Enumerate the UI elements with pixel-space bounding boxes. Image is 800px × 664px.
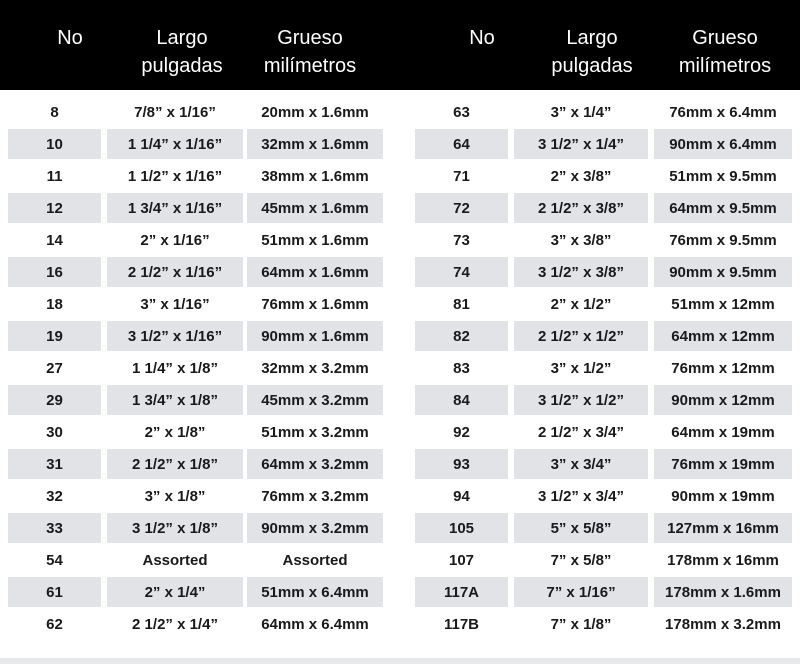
cell-largo: 2” x 1/8”	[107, 417, 243, 447]
cell-no: 18	[8, 289, 101, 319]
cell-grueso: 32mm x 1.6mm	[247, 129, 383, 159]
cell-no: 93	[415, 449, 508, 479]
cell-largo: 3” x 3/4”	[514, 449, 648, 479]
cell-grueso: 38mm x 1.6mm	[247, 161, 383, 191]
cell-largo: 2” x 1/2”	[514, 289, 648, 319]
cell-no: 19	[8, 321, 101, 351]
header-no-label: No	[469, 27, 495, 49]
cell-no: 61	[8, 577, 101, 607]
header-grueso-left	[245, 24, 375, 80]
header-grueso-right	[660, 24, 790, 80]
cell-no: 10	[8, 129, 101, 159]
cell-no: 81	[415, 289, 508, 319]
cell-grueso: 64mm x 6.4mm	[247, 609, 383, 639]
cell-largo: 5” x 5/8”	[514, 513, 648, 543]
header-largo-right	[532, 24, 652, 80]
cell-grueso: 90mm x 6.4mm	[654, 129, 792, 159]
cell-grueso: 90mm x 1.6mm	[247, 321, 383, 351]
cell-no: 94	[415, 481, 508, 511]
cell-largo: 3 1/2” x 3/8”	[514, 257, 648, 287]
cell-no: 74	[415, 257, 508, 287]
cell-no: 64	[415, 129, 508, 159]
cell-no: 83	[415, 353, 508, 383]
cell-largo: 2” x 1/16”	[107, 225, 243, 255]
cell-no: 105	[415, 513, 508, 543]
header-largo-label: Largo	[566, 27, 618, 49]
cell-grueso: 90mm x 9.5mm	[654, 257, 792, 287]
cell-grueso: 76mm x 12mm	[654, 353, 792, 383]
cell-largo: 3 1/2” x 3/4”	[514, 481, 648, 511]
cell-grueso: 51mm x 6.4mm	[247, 577, 383, 607]
cell-grueso: 64mm x 3.2mm	[247, 449, 383, 479]
cell-no: 30	[8, 417, 101, 447]
bottom-divider	[0, 658, 800, 664]
cell-grueso: Assorted	[247, 545, 383, 575]
table-header	[0, 0, 800, 90]
cell-grueso: 76mm x 9.5mm	[654, 225, 792, 255]
header-largo-unit: pulgadas	[141, 55, 223, 77]
cell-largo: 1 1/4” x 1/8”	[107, 353, 243, 383]
cell-grueso: 45mm x 1.6mm	[247, 193, 383, 223]
cell-grueso: 76mm x 19mm	[654, 449, 792, 479]
cell-no: 12	[8, 193, 101, 223]
cell-grueso: 51mm x 3.2mm	[247, 417, 383, 447]
header-largo-unit: pulgadas	[551, 55, 633, 77]
cell-no: 117B	[415, 609, 508, 639]
cell-grueso: 127mm x 16mm	[654, 513, 792, 543]
cell-largo: 3 1/2” x 1/4”	[514, 129, 648, 159]
cell-no: 73	[415, 225, 508, 255]
cell-largo: 3” x 3/8”	[514, 225, 648, 255]
cell-grueso: 64mm x 1.6mm	[247, 257, 383, 287]
cell-no: 54	[8, 545, 101, 575]
header-no-label: No	[57, 27, 83, 49]
cell-largo: Assorted	[107, 545, 243, 575]
cell-no: 63	[415, 97, 508, 127]
cell-largo: 7” x 1/16”	[514, 577, 648, 607]
cell-grueso: 76mm x 6.4mm	[654, 97, 792, 127]
cell-largo: 2 1/2” x 1/8”	[107, 449, 243, 479]
cell-grueso: 51mm x 12mm	[654, 289, 792, 319]
cell-largo: 3 1/2” x 1/16”	[107, 321, 243, 351]
cell-grueso: 32mm x 3.2mm	[247, 353, 383, 383]
cell-no: 82	[415, 321, 508, 351]
header-largo-label: Largo	[156, 27, 208, 49]
cell-no: 11	[8, 161, 101, 191]
cell-largo: 2 1/2” x 1/4”	[107, 609, 243, 639]
cell-largo: 1 3/4” x 1/8”	[107, 385, 243, 415]
cell-grueso: 90mm x 12mm	[654, 385, 792, 415]
cell-largo: 3 1/2” x 1/2”	[514, 385, 648, 415]
cell-grueso: 178mm x 3.2mm	[654, 609, 792, 639]
cell-no: 33	[8, 513, 101, 543]
cell-largo: 1 1/4” x 1/16”	[107, 129, 243, 159]
cell-grueso: 76mm x 3.2mm	[247, 481, 383, 511]
cell-grueso: 178mm x 16mm	[654, 545, 792, 575]
cell-largo: 7” x 1/8”	[514, 609, 648, 639]
cell-largo: 1 3/4” x 1/16”	[107, 193, 243, 223]
cell-no: 27	[8, 353, 101, 383]
cell-largo: 3” x 1/4”	[514, 97, 648, 127]
cell-no: 8	[8, 97, 101, 127]
header-grueso-unit: milímetros	[678, 55, 772, 77]
cell-no: 72	[415, 193, 508, 223]
cell-largo: 7/8” x 1/16”	[107, 97, 243, 127]
cell-no: 29	[8, 385, 101, 415]
header-grueso-label: Grueso	[277, 27, 343, 49]
cell-no: 107	[415, 545, 508, 575]
cell-grueso: 178mm x 1.6mm	[654, 577, 792, 607]
cell-grueso: 64mm x 9.5mm	[654, 193, 792, 223]
cell-grueso: 90mm x 19mm	[654, 481, 792, 511]
header-largo-left	[122, 24, 242, 80]
cell-no: 14	[8, 225, 101, 255]
cell-largo: 3” x 1/8”	[107, 481, 243, 511]
header-grueso-label: Grueso	[692, 27, 758, 49]
cell-grueso: 51mm x 1.6mm	[247, 225, 383, 255]
cell-no: 16	[8, 257, 101, 287]
cell-grueso: 51mm x 9.5mm	[654, 161, 792, 191]
header-no-right	[452, 24, 512, 52]
cell-largo: 2” x 1/4”	[107, 577, 243, 607]
cell-grueso: 76mm x 1.6mm	[247, 289, 383, 319]
cell-no: 62	[8, 609, 101, 639]
cell-no: 92	[415, 417, 508, 447]
cell-no: 84	[415, 385, 508, 415]
cell-largo: 2 1/2” x 3/4”	[514, 417, 648, 447]
cell-largo: 3 1/2” x 1/8”	[107, 513, 243, 543]
cell-no: 32	[8, 481, 101, 511]
cell-grueso: 45mm x 3.2mm	[247, 385, 383, 415]
cell-largo: 2 1/2” x 1/16”	[107, 257, 243, 287]
cell-grueso: 64mm x 12mm	[654, 321, 792, 351]
cell-no: 117A	[415, 577, 508, 607]
cell-largo: 3” x 1/2”	[514, 353, 648, 383]
cell-largo: 2 1/2” x 3/8”	[514, 193, 648, 223]
header-no-left	[40, 24, 100, 52]
cell-largo: 3” x 1/16”	[107, 289, 243, 319]
cell-no: 31	[8, 449, 101, 479]
cell-largo: 2” x 3/8”	[514, 161, 648, 191]
cell-largo: 2 1/2” x 1/2”	[514, 321, 648, 351]
cell-grueso: 64mm x 19mm	[654, 417, 792, 447]
header-grueso-unit: milímetros	[263, 55, 357, 77]
cell-no: 71	[415, 161, 508, 191]
cell-grueso: 90mm x 3.2mm	[247, 513, 383, 543]
cell-largo: 1 1/2” x 1/16”	[107, 161, 243, 191]
cell-grueso: 20mm x 1.6mm	[247, 97, 383, 127]
cell-largo: 7” x 5/8”	[514, 545, 648, 575]
